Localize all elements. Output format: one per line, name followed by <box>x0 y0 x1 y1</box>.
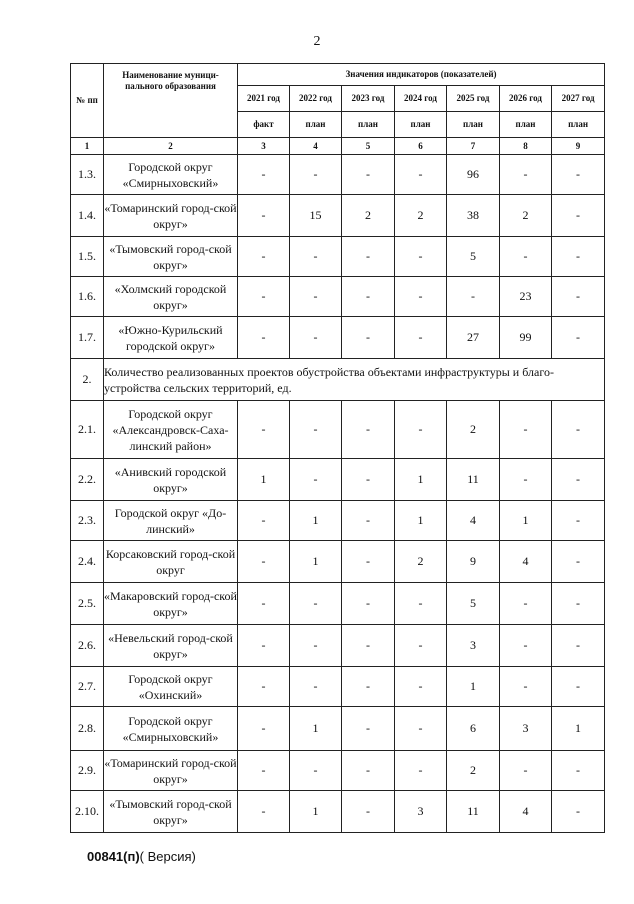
row-number: 1.3. <box>71 155 104 195</box>
indicator-value: 4 <box>447 501 500 541</box>
table-row <box>71 625 605 667</box>
indicator-value: - <box>238 317 290 359</box>
document-footer <box>87 849 196 864</box>
indicator-value: 5 <box>447 583 500 625</box>
indicator-value: - <box>238 667 290 707</box>
header-kind: план <box>447 112 500 138</box>
indicator-value: 4 <box>500 791 552 833</box>
indicator-value: 11 <box>447 791 500 833</box>
header-year: 2024 год <box>395 86 447 112</box>
indicator-value: - <box>290 401 342 459</box>
table-row <box>71 583 605 625</box>
table-row <box>71 317 605 359</box>
row-number: 2.4. <box>71 541 104 583</box>
municipality-name: «Тымовский город-ской округ» <box>104 237 238 277</box>
indicator-value: - <box>238 401 290 459</box>
row-number: 2.6. <box>71 625 104 667</box>
indicator-value: - <box>238 195 290 237</box>
header-index: 2 <box>104 138 238 155</box>
municipality-name: Корсаковский город-ской округ <box>104 541 238 583</box>
indicator-value: - <box>342 707 395 751</box>
header-kind: план <box>342 112 395 138</box>
indicators-table <box>70 63 605 833</box>
row-number: 2.2. <box>71 459 104 501</box>
indicator-value: - <box>552 195 605 237</box>
indicator-value: - <box>552 401 605 459</box>
header-year: 2021 год <box>238 86 290 112</box>
header-num: № пп <box>71 64 104 138</box>
indicator-value: - <box>238 707 290 751</box>
indicator-value: 38 <box>447 195 500 237</box>
municipality-name: «Тымовский город-ской округ» <box>104 791 238 833</box>
header-year: 2027 год <box>552 86 605 112</box>
indicator-value: - <box>552 237 605 277</box>
indicator-value: - <box>395 751 447 791</box>
row-number: 2.8. <box>71 707 104 751</box>
indicator-value: 1 <box>290 707 342 751</box>
header-kind: план <box>395 112 447 138</box>
indicator-value: - <box>238 155 290 195</box>
indicator-value: - <box>552 667 605 707</box>
row-number: 2.10. <box>71 791 104 833</box>
row-number: 2.3. <box>71 501 104 541</box>
table-row <box>71 155 605 195</box>
header-index: 1 <box>71 138 104 155</box>
table-row <box>71 459 605 501</box>
indicator-value: - <box>500 625 552 667</box>
section-title: Количество реализованных проектов обустройства объектами инфраструктуры и благо-устройства сельских территорий, ед. <box>104 359 605 401</box>
table-row <box>71 791 605 833</box>
indicator-value: - <box>290 751 342 791</box>
indicator-value: - <box>238 583 290 625</box>
indicator-value: 11 <box>447 459 500 501</box>
indicator-value: - <box>238 791 290 833</box>
document-code: 00841(п) <box>87 849 140 864</box>
row-number: 2.7. <box>71 667 104 707</box>
header-index: 9 <box>552 138 605 155</box>
header-year: 2022 год <box>290 86 342 112</box>
municipality-name: Городской округ «До-линский» <box>104 501 238 541</box>
table-row <box>71 277 605 317</box>
indicator-value: 1 <box>290 501 342 541</box>
indicator-value: - <box>238 751 290 791</box>
indicator-value: 3 <box>395 791 447 833</box>
indicator-value: - <box>395 277 447 317</box>
indicator-value: 27 <box>447 317 500 359</box>
row-number: 1.4. <box>71 195 104 237</box>
indicator-value: 1 <box>447 667 500 707</box>
indicator-value: - <box>395 667 447 707</box>
indicator-value: - <box>395 583 447 625</box>
indicator-value: 1 <box>238 459 290 501</box>
indicator-value: - <box>447 277 500 317</box>
row-number: 1.7. <box>71 317 104 359</box>
municipality-name: «Холмский городской округ» <box>104 277 238 317</box>
indicator-value: 2 <box>395 541 447 583</box>
indicator-value: - <box>342 277 395 317</box>
header-kind: план <box>500 112 552 138</box>
document-version: ( Версия) <box>139 849 196 864</box>
indicator-value: - <box>342 317 395 359</box>
indicator-value: 2 <box>447 401 500 459</box>
header-year: 2023 год <box>342 86 395 112</box>
indicator-value: 2 <box>395 195 447 237</box>
indicator-value: - <box>500 459 552 501</box>
municipality-name: Городской округ «Смирныховский» <box>104 155 238 195</box>
municipality-name: «Томаринский город-ской округ» <box>104 751 238 791</box>
indicator-value: - <box>500 583 552 625</box>
indicator-value: - <box>552 155 605 195</box>
indicator-value: - <box>552 541 605 583</box>
municipality-name: «Южно-Курильский городской округ» <box>104 317 238 359</box>
row-number: 2.5. <box>71 583 104 625</box>
indicator-value: - <box>552 501 605 541</box>
indicator-value: 23 <box>500 277 552 317</box>
indicator-value: - <box>238 277 290 317</box>
indicator-value: - <box>290 667 342 707</box>
indicator-value: 6 <box>447 707 500 751</box>
indicator-value: 9 <box>447 541 500 583</box>
indicator-value: - <box>290 155 342 195</box>
indicator-value: - <box>500 401 552 459</box>
indicator-value: - <box>290 237 342 277</box>
indicator-value: - <box>342 401 395 459</box>
indicator-value: 2 <box>500 195 552 237</box>
indicator-value: - <box>342 459 395 501</box>
header-index: 8 <box>500 138 552 155</box>
section-number: 2. <box>71 359 104 401</box>
indicator-value: - <box>395 237 447 277</box>
table-row <box>71 707 605 751</box>
indicator-value: 99 <box>500 317 552 359</box>
indicator-value: - <box>500 237 552 277</box>
indicator-value: - <box>342 583 395 625</box>
indicator-value: - <box>342 155 395 195</box>
indicator-value: - <box>395 155 447 195</box>
header-index: 6 <box>395 138 447 155</box>
indicator-value: - <box>342 237 395 277</box>
indicator-value: - <box>290 583 342 625</box>
indicator-value: 1 <box>290 541 342 583</box>
indicator-value: - <box>552 583 605 625</box>
municipality-name: «Невельский город-ской округ» <box>104 625 238 667</box>
indicator-value: - <box>290 625 342 667</box>
indicator-value: - <box>342 625 395 667</box>
indicator-value: - <box>238 237 290 277</box>
indicator-value: 3 <box>500 707 552 751</box>
indicator-value: - <box>395 401 447 459</box>
indicator-value: 1 <box>552 707 605 751</box>
indicator-value: 1 <box>395 501 447 541</box>
header-index: 3 <box>238 138 290 155</box>
header-values: Значения индикаторов (показателей) <box>238 64 605 86</box>
indicator-value: - <box>552 751 605 791</box>
municipality-name: Городской округ «Смирныховский» <box>104 707 238 751</box>
indicator-value: - <box>290 459 342 501</box>
section-row <box>71 359 605 401</box>
indicator-value: 1 <box>500 501 552 541</box>
indicator-value: - <box>552 317 605 359</box>
indicator-value: - <box>395 625 447 667</box>
municipality-name: «Томаринский город-ской округ» <box>104 195 238 237</box>
table-row <box>71 237 605 277</box>
header-index: 5 <box>342 138 395 155</box>
indicator-value: - <box>342 541 395 583</box>
indicator-value: 1 <box>290 791 342 833</box>
municipality-name: Городской округ «Охинский» <box>104 667 238 707</box>
table-row <box>71 195 605 237</box>
header-kind: план <box>290 112 342 138</box>
indicator-value: - <box>552 791 605 833</box>
indicator-value: - <box>395 707 447 751</box>
row-number: 1.5. <box>71 237 104 277</box>
municipality-name: Городской округ «Александровск-Саха-линский район» <box>104 401 238 459</box>
header-kind: факт <box>238 112 290 138</box>
indicator-value: - <box>342 791 395 833</box>
header-kind: план <box>552 112 605 138</box>
indicator-value: 2 <box>342 195 395 237</box>
table-row <box>71 501 605 541</box>
indicator-value: - <box>342 501 395 541</box>
indicator-value: - <box>500 751 552 791</box>
indicator-value: 3 <box>447 625 500 667</box>
header-year: 2025 год <box>447 86 500 112</box>
row-number: 2.1. <box>71 401 104 459</box>
table-row <box>71 401 605 459</box>
table-row <box>71 541 605 583</box>
indicator-value: - <box>290 317 342 359</box>
indicator-value: - <box>500 667 552 707</box>
page-number: 2 <box>313 34 321 49</box>
indicator-value: - <box>238 501 290 541</box>
indicator-value: - <box>552 459 605 501</box>
header-index: 4 <box>290 138 342 155</box>
indicator-value: 2 <box>447 751 500 791</box>
table-row <box>71 751 605 791</box>
municipality-name: «Макаровский город-ской округ» <box>104 583 238 625</box>
indicator-value: 96 <box>447 155 500 195</box>
indicator-value: - <box>290 277 342 317</box>
indicator-value: - <box>552 625 605 667</box>
indicator-value: - <box>238 541 290 583</box>
indicator-value: - <box>342 667 395 707</box>
header-index: 7 <box>447 138 500 155</box>
indicator-value: - <box>500 155 552 195</box>
indicator-value: 1 <box>395 459 447 501</box>
indicator-value: - <box>552 277 605 317</box>
indicator-value: 15 <box>290 195 342 237</box>
indicator-value: - <box>238 625 290 667</box>
row-number: 2.9. <box>71 751 104 791</box>
header-name: Наименование муници-пального образования <box>104 64 238 138</box>
row-number: 1.6. <box>71 277 104 317</box>
indicator-value: 5 <box>447 237 500 277</box>
municipality-name: «Анивский городской округ» <box>104 459 238 501</box>
indicator-value: - <box>395 317 447 359</box>
indicator-value: 4 <box>500 541 552 583</box>
table-row <box>71 667 605 707</box>
indicator-value: - <box>342 751 395 791</box>
header-year: 2026 год <box>500 86 552 112</box>
header-index-row <box>71 138 605 155</box>
